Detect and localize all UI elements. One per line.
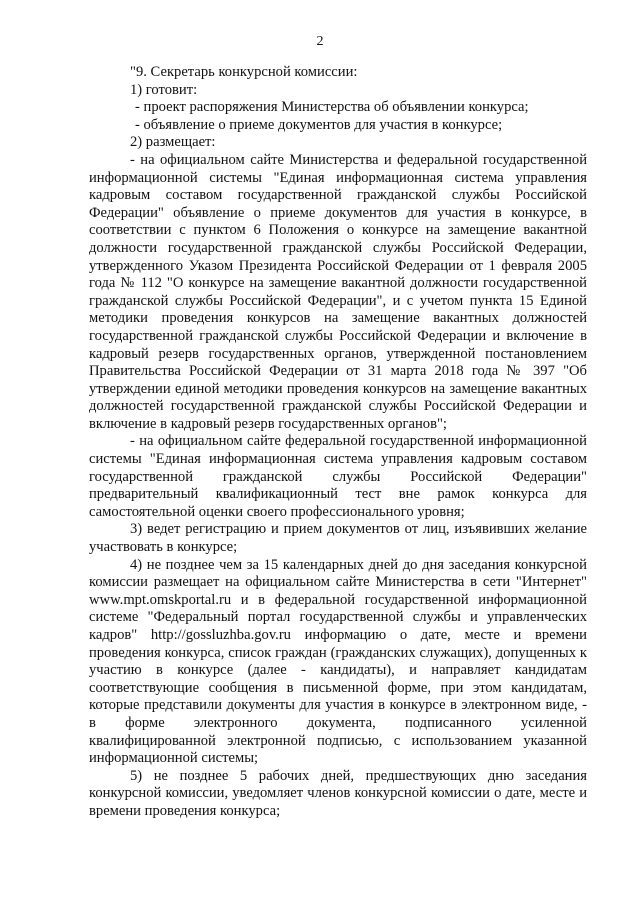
page-number: 2 bbox=[316, 34, 324, 49]
document-body bbox=[89, 64, 587, 821]
item-4: 4) не позднее чем за 15 календарных дней до дня заседания конкурсной комиссии размещает на официальном сайте Министерства в сети "Интернет" www.mpt.omskportal.ru и в федеральной государственной информационной системе "Федеральный портал государственной службы и управленческих кадров" http://gossluzhba.gov.ru информацию о дате, месте и времени проведения конкурса, список граждан (гражданских служащих), допущенных к участию в конкурсе (далее - кандидаты), и направляет кандидатам соответствующие сообщения в письменной форме, при этом кандидатам, которые представили документы для участия в конкурсе в электронном виде, - в форме электронного документа, подписанного усиленной квалифицированной электронной подписью, с использованием указанной информационной системы; bbox=[89, 556, 587, 767]
item-1-subitem-b: - объявление о приеме документов для участия в конкурсе; bbox=[135, 116, 503, 133]
item-1: 1) готовит: bbox=[130, 81, 198, 98]
item-2-subitem-a: - на официальном сайте Министерства и федеральной государственной информационной системы "Единая информационная система управления кадровым составом государственной гражданской службы Российской Федерации" объявление о приеме документов для участия в конкурсе, в соответствии с пунктом 6 Положения о конкурсе на замещение вакантной должности государственной гражданской службы Российской Федерации, утвержденного Указом Президента Российской Федерации от 1 февраля 2005 года № 112 "О конкурсе на замещение вакантной должности государственной гражданской службы Российской Федерации", и с учетом пункта 15 Единой методики проведения конкурсов на замещение вакантных должностей государственной гражданской службы Российской Федерации и включение в кадровый резерв государственных органов, утвержденной постановлением Правительства Российской Федерации от 31 марта 2018 года № 397 "Об утверждении единой методики проведения конкурсов на замещение вакантных должностей государственной гражданской службы Российской Федерации и включение в кадровый резерв государственных органов"; bbox=[89, 151, 587, 432]
item-3: 3) ведет регистрацию и прием документов от лиц, изъявивших желание участвовать в конкурсе; bbox=[89, 521, 587, 556]
item-2-subitem-b: - на официальном сайте федеральной государственной информационной системы "Единая информационная система управления кадровым составом государственной гражданской службы Российской Федерации" предварительный квалификационный тест вне рамок конкурса для самостоятельной оценки своего профессионального уровня; bbox=[89, 433, 587, 520]
item-1-subitem-a: - проект распоряжения Министерства об объявлении конкурса; bbox=[135, 99, 529, 116]
item-2: 2) размещает: bbox=[130, 134, 216, 151]
item-5: 5) не позднее 5 рабочих дней, предшествующих дню заседания конкурсной комиссии, уведомляет членов конкурсной комиссии о дате, месте и времени проведения конкурса; bbox=[89, 767, 587, 819]
section-heading: "9. Секретарь конкурсной комиссии: bbox=[130, 64, 358, 80]
